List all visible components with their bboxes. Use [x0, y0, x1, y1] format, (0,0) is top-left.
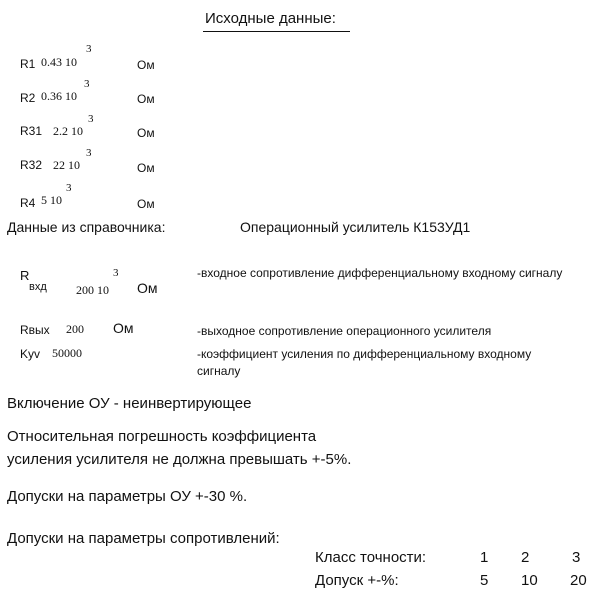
- tolerance-value: 10: [521, 572, 538, 589]
- resistor-value: 0.36 10: [41, 89, 77, 103]
- param-unit: Ом: [113, 320, 134, 336]
- resistor-unit: Ом: [137, 126, 155, 140]
- param-name: Rвых: [20, 323, 50, 337]
- error-requirement-line1: Относительная погрешность коэффициента: [7, 428, 317, 445]
- resistor-name: R31: [20, 124, 43, 138]
- resistor-exponent: 3: [88, 113, 94, 125]
- tolerance-value: 5: [480, 572, 489, 589]
- class-value: 2: [521, 549, 530, 566]
- page-title: Исходные данные:: [205, 10, 336, 27]
- param-value: 200: [66, 322, 84, 336]
- param-name-subscript: вхд: [29, 281, 47, 293]
- resistor-tolerance-title: Допуски на параметры сопротивлений:: [7, 530, 280, 547]
- resistor-exponent: 3: [66, 182, 72, 194]
- param-description: -коэффициент усиления по дифференциальному входному сигналу: [197, 347, 532, 378]
- resistor-name: R4: [20, 196, 36, 210]
- param-description: -выходное сопротивление операционного усилителя: [197, 324, 492, 338]
- resistor-unit: Ом: [137, 92, 155, 106]
- resistor-name: R1: [20, 57, 36, 71]
- resistor-value: 22 10: [53, 158, 80, 172]
- param-exponent: 3: [113, 267, 119, 279]
- param-value: 200 10: [76, 283, 109, 297]
- connection-type: Включение ОУ - неинвертирующее: [7, 395, 252, 412]
- opamp-name: Операционный усилитель К153УД1: [240, 219, 471, 235]
- resistor-name: R32: [20, 158, 43, 172]
- param-unit: Ом: [137, 280, 158, 296]
- resistor-name: R2: [20, 91, 36, 105]
- resistor-value: 5 10: [41, 193, 62, 207]
- opamp-tolerance: Допуски на параметры ОУ +-30 %.: [7, 488, 248, 505]
- resistor-unit: Ом: [137, 197, 155, 211]
- class-value: 3: [572, 549, 581, 566]
- resistor-unit: Ом: [137, 161, 155, 175]
- tolerance-value: 20: [570, 572, 587, 589]
- title-underline: [203, 31, 350, 32]
- error-requirement-line2: усиления усилителя не должна превышать +-5%.: [7, 451, 352, 468]
- class-label: Класс точности:: [315, 549, 427, 566]
- param-description: -входное сопротивление дифференциальному входному сигналу: [197, 266, 563, 280]
- resistor-exponent: 3: [84, 78, 90, 90]
- class-value: 1: [480, 549, 489, 566]
- param-name: Kyv: [20, 347, 41, 361]
- param-value: 50000: [52, 346, 82, 360]
- resistor-value: 0.43 10: [41, 55, 77, 69]
- resistor-exponent: 3: [86, 147, 92, 159]
- resistor-exponent: 3: [86, 43, 92, 55]
- tolerance-label: Допуск +-%:: [315, 572, 399, 589]
- resistor-value: 2.2 10: [53, 124, 83, 138]
- reference-label: Данные из справочника:: [7, 219, 166, 235]
- param-name: R: [20, 268, 30, 283]
- resistor-unit: Ом: [137, 58, 155, 72]
